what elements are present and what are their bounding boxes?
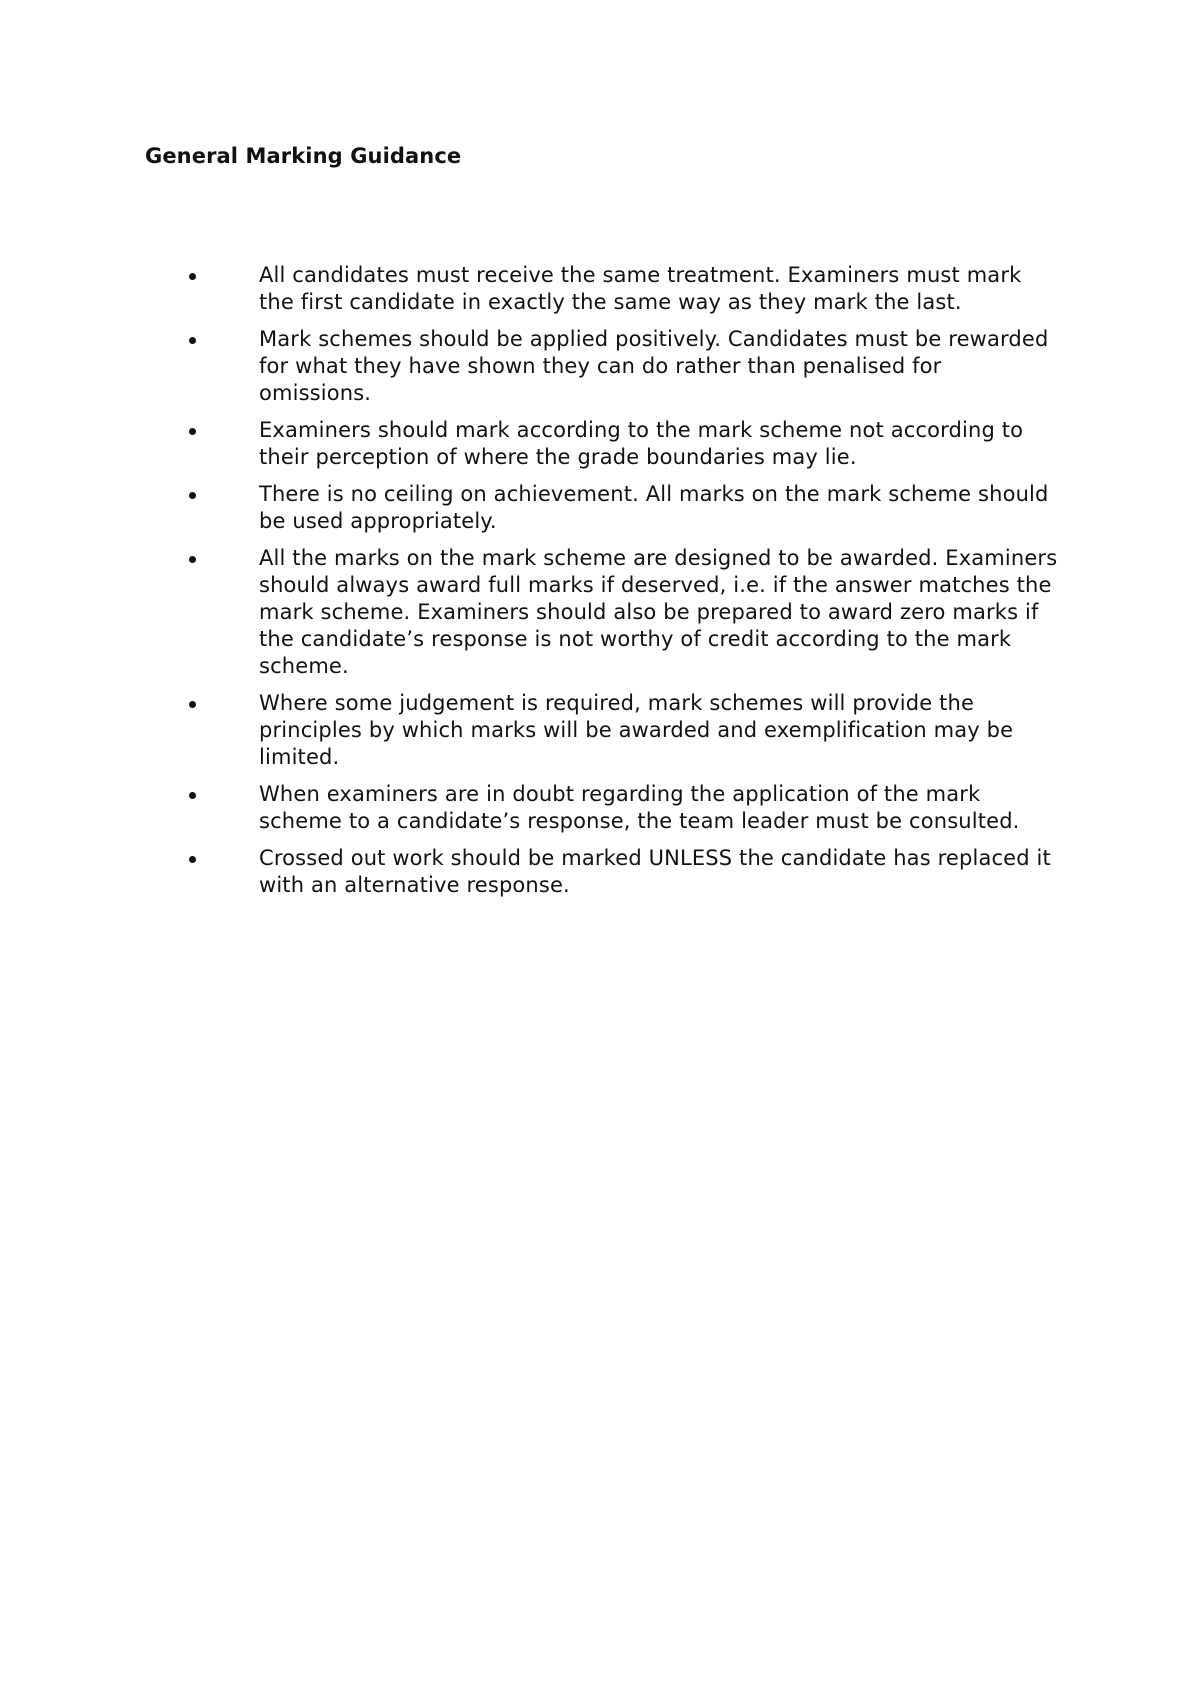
bullet-icon: [187, 417, 197, 444]
list-item-text: When examiners are in doubt regarding the application of the mark scheme to a candidate’s response, the team leader must be consulted.: [259, 782, 1020, 833]
bullet-icon: [187, 262, 197, 289]
list-item: [0, 481, 1191, 535]
list-item-text: Crossed out work should be marked UNLESS the candidate has replaced it with an alternative response.: [259, 846, 1051, 897]
list-item: [0, 262, 1191, 316]
list-item-text: Examiners should mark according to the mark scheme not according to their perception of where the grade boundaries may lie.: [259, 418, 1024, 469]
list-item: [0, 781, 1191, 835]
bullet-icon: [187, 781, 197, 808]
list-item-text: All candidates must receive the same treatment. Examiners must mark the first candidate in exactly the same way as they mark the last.: [259, 263, 1022, 314]
list-item: [0, 845, 1191, 899]
list-item-text: Mark schemes should be applied positively. Candidates must be rewarded for what they have shown they can do rather than penalised for omissions.: [259, 327, 1049, 405]
bullet-icon: [187, 690, 197, 717]
list-item-text: All the marks on the mark scheme are designed to be awarded. Examiners should always award full marks if deserved, i.e. if the answer matches the mark scheme. Examiners should also be prepared to award zero marks if the candidate’s response is not worthy of credit according to the mark scheme.: [259, 546, 1058, 678]
bullet-icon: [187, 545, 197, 572]
list-item: [0, 545, 1191, 680]
list-item: [0, 690, 1191, 771]
list-item-text: Where some judgement is required, mark schemes will provide the principles by which marks will be awarded and exemplification may be limited.: [259, 691, 1014, 769]
page-heading: General Marking Guidance: [145, 144, 462, 168]
bullet-icon: [187, 326, 197, 353]
list-item: [0, 326, 1191, 407]
list-item: [0, 417, 1191, 471]
bullet-icon: [187, 481, 197, 508]
bullet-icon: [187, 845, 197, 872]
list-item-text: There is no ceiling on achievement. All marks on the mark scheme should be used appropriately.: [259, 482, 1049, 533]
guidance-list: [0, 262, 1191, 909]
